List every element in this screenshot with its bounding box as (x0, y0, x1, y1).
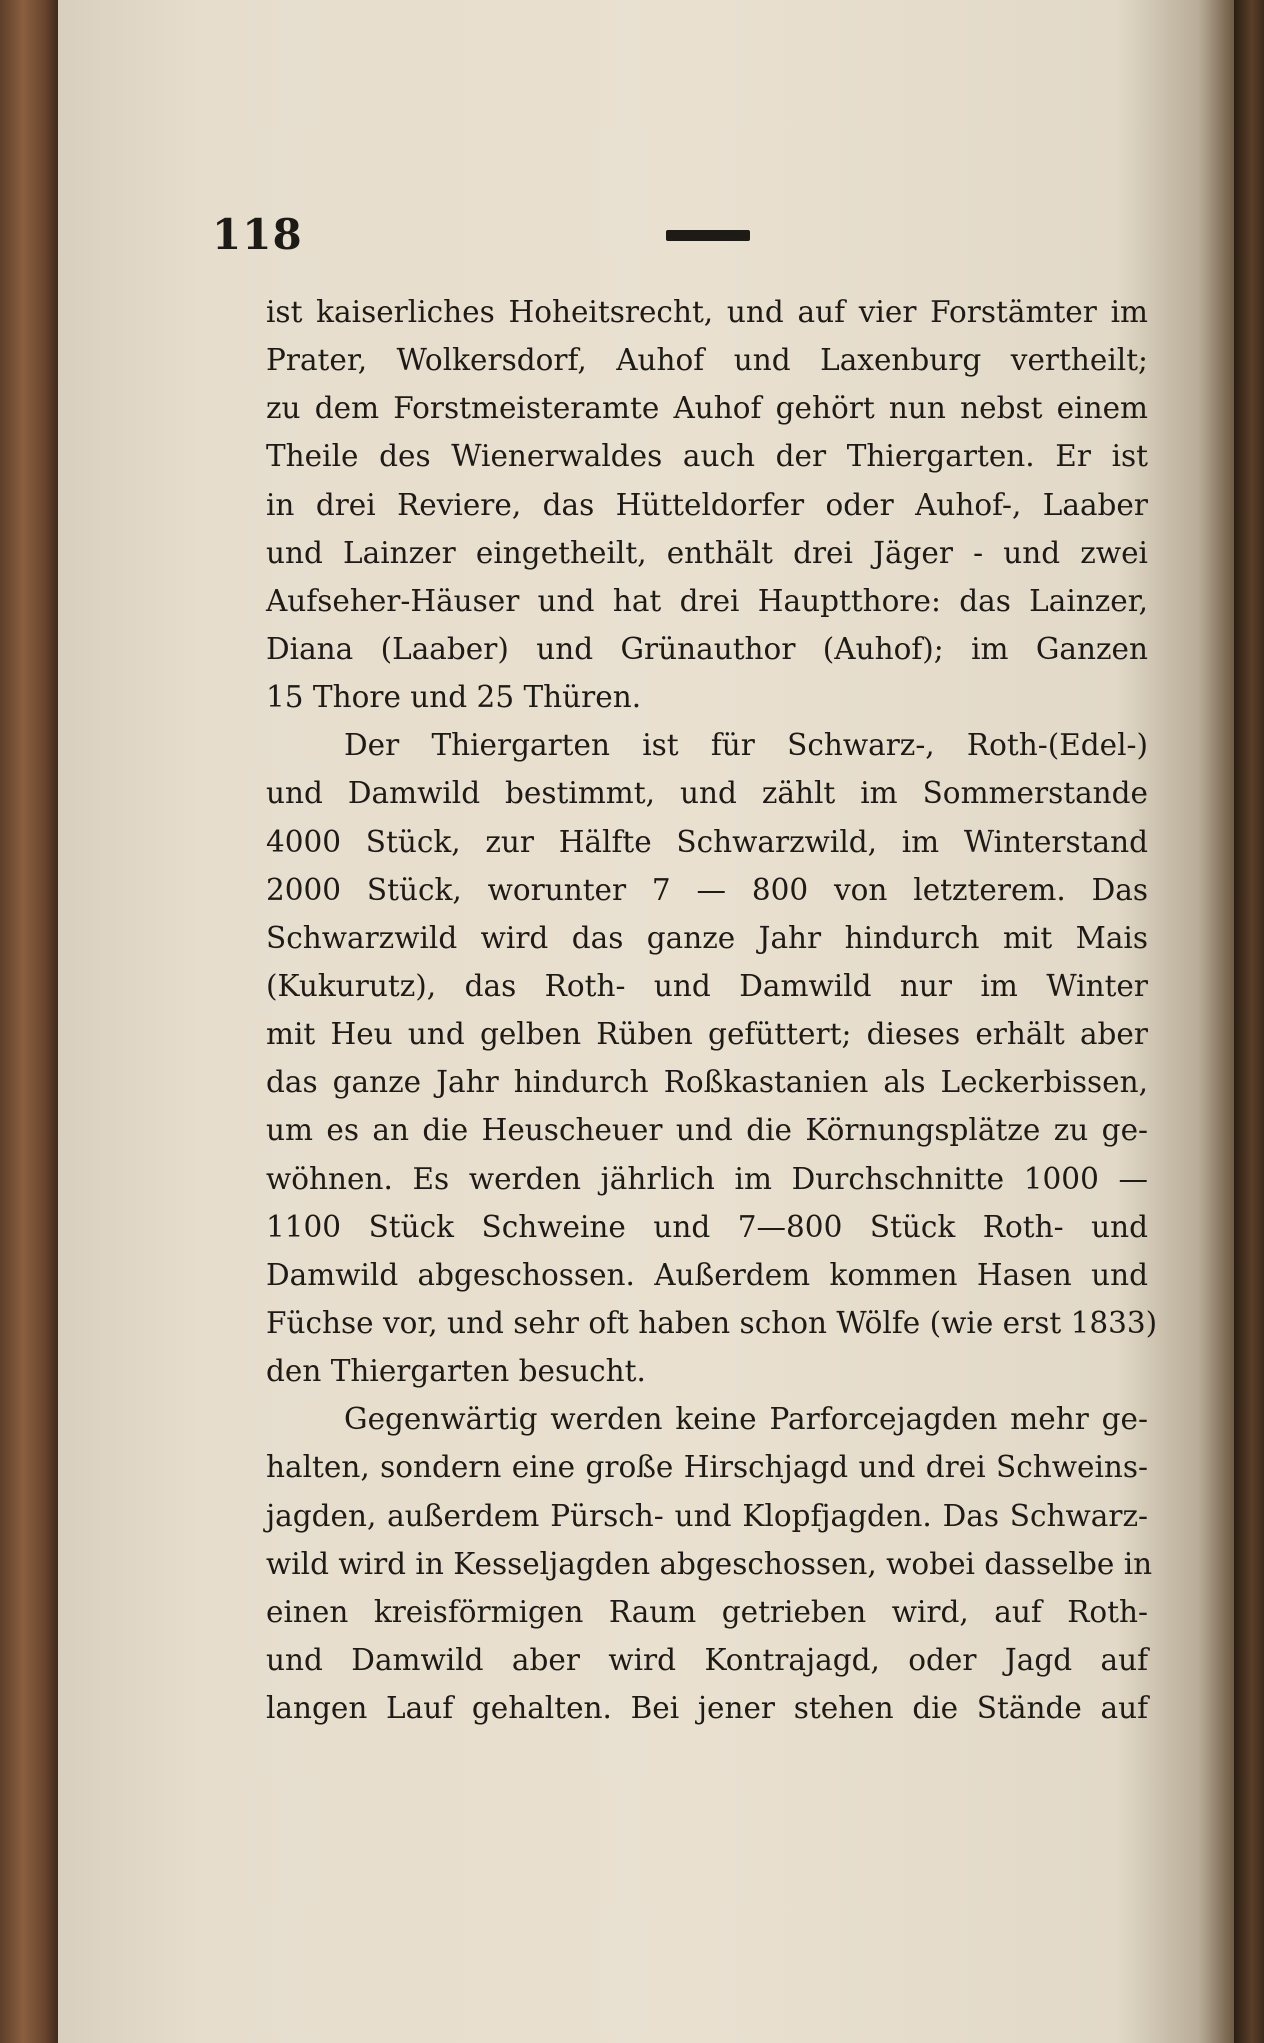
text-line: und Lainzer eingetheilt, enthält drei Jäger - und zwei (266, 535, 1148, 570)
text-line: langen Lauf gehalten. Bei jener stehen die Stände auf (266, 1691, 1148, 1726)
text-line: wöhnen. Es werden jährlich im Durchschnitte 1000 — (266, 1161, 1148, 1196)
text-line: Prater, Wolkersdorf, Auhof und Laxenburg vertheilt; (266, 343, 1148, 378)
text-line: zu dem Forstmeisteramte Auhof gehört nun nebst einem (266, 391, 1148, 426)
text-line: Gegenwärtig werden keine Parforcejagden mehr ge- (344, 1402, 1148, 1437)
text-line: 2000 Stück, worunter 7 — 800 von letzterem. Das (266, 872, 1148, 907)
header-rule (666, 230, 750, 241)
text-line: das ganze Jahr hindurch Roßkastanien als Leckerbissen, (266, 1065, 1148, 1100)
text-line: und Damwild aber wird Kontrajagd, oder Jagd auf (266, 1642, 1148, 1677)
text-line: mit Heu und gelben Rüben gefüttert; dieses erhält aber (266, 1017, 1148, 1052)
text-line: 1100 Stück Schweine und 7—800 Stück Roth- und (266, 1209, 1148, 1244)
text-line: in drei Reviere, das Hütteldorfer oder Auhof-, Laaber (266, 487, 1148, 522)
text-line: halten, sondern eine große Hirschjagd und drei Schweins- (266, 1450, 1148, 1485)
text-line: und Damwild bestimmt, und zählt im Sommerstande (266, 776, 1148, 811)
body-text (266, 288, 1158, 1732)
text-line: Damwild abgeschossen. Außerdem kommen Hasen und (266, 1257, 1148, 1292)
text-line: 4000 Stück, zur Hälfte Schwarzwild, im Winterstand (266, 824, 1148, 859)
text-line: wild wird in Kesseljagden abgeschossen, wobei dasselbe in (266, 1546, 1153, 1581)
book-binding-edge (0, 0, 58, 2043)
text-line: Diana (Laaber) und Grünauthor (Auhof); im Ganzen (266, 631, 1148, 666)
text-line: ist kaiserliches Hoheitsrecht, und auf vier Forstämter im (266, 295, 1148, 329)
text-line: den Thiergarten besucht. (266, 1354, 646, 1389)
text-line: einen kreisförmigen Raum getrieben wird, auf Roth- (266, 1594, 1148, 1629)
text-line: Füchse vor, und sehr oft haben schon Wölfe (wie erst 1833) (266, 1305, 1158, 1340)
text-line: (Kukurutz), das Roth- und Damwild nur im Winter (266, 968, 1148, 1003)
text-line: um es an die Heuscheuer und die Körnungsplätze zu ge- (266, 1113, 1148, 1148)
text-line: Schwarzwild wird das ganze Jahr hindurch mit Mais (266, 920, 1148, 955)
text-line: jagden, außerdem Pürsch- und Klopfjagden. Das Schwarz- (266, 1498, 1148, 1533)
text-line: Theile des Wienerwaldes auch der Thiergarten. Er ist (266, 439, 1148, 474)
page-number: 118 (212, 210, 303, 259)
book-spine-edge (1234, 0, 1264, 2043)
text-line: 15 Thore und 25 Thüren. (266, 680, 642, 715)
text-line: Aufseher-Häuser und hat drei Hauptthore: das Lainzer, (266, 583, 1148, 618)
text-line: Der Thiergarten ist für Schwarz-, Roth-(Edel-) (344, 728, 1148, 763)
